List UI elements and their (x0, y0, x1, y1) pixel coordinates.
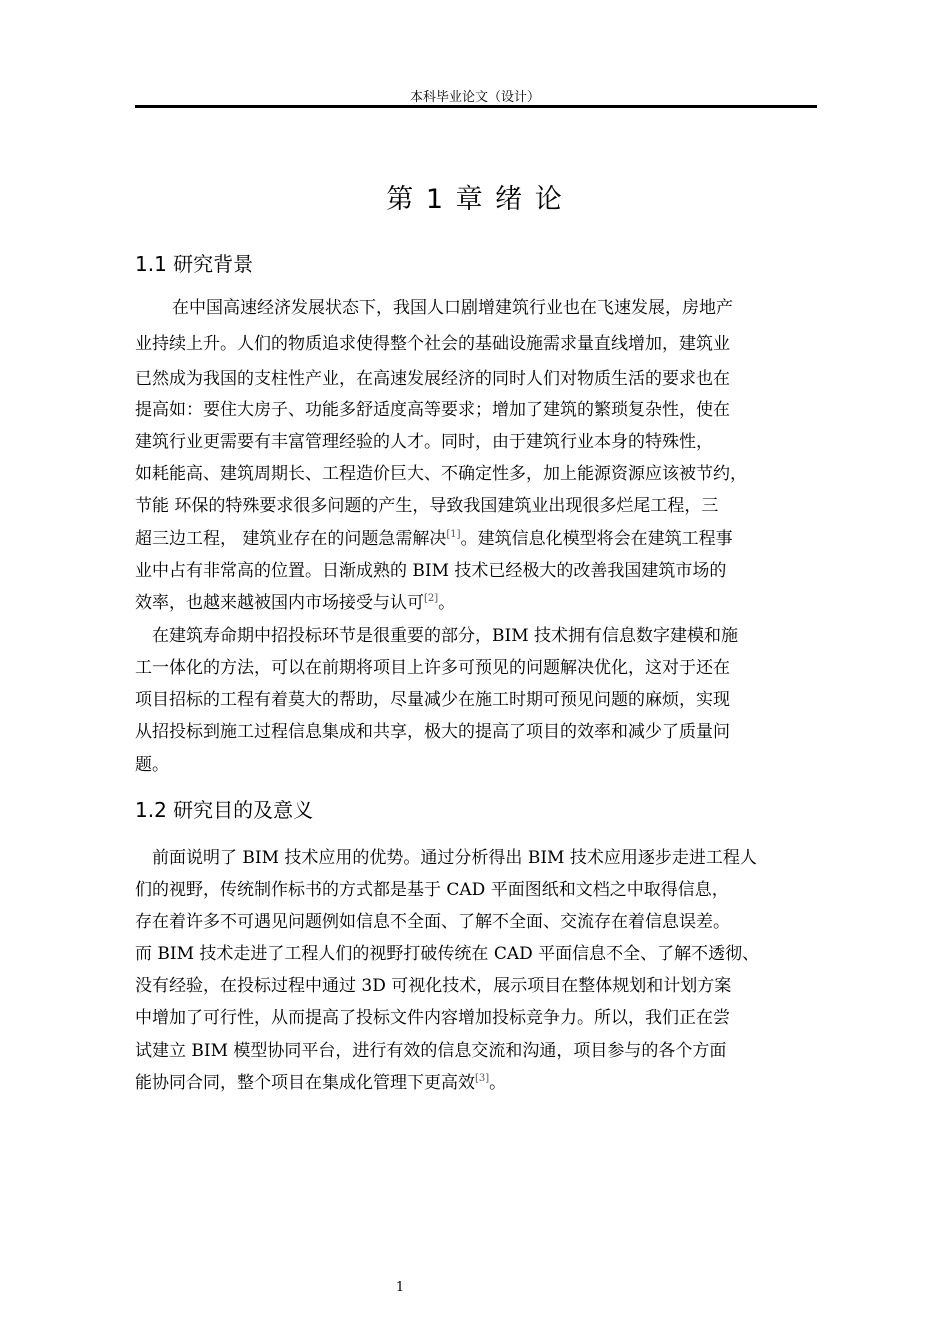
paragraph-line: 存在着许多不可遇见问题例如信息不全面、了解不全面、交流存在着信息误差。 (135, 912, 730, 932)
paragraph-line: 在中国高速经济发展状态下，我国人口剧增建筑行业也在飞速发展，房地产 (172, 298, 733, 318)
section-heading-1-2: 1.2 研究目的及意义 (135, 798, 314, 822)
paragraph-line: 而 BIM 技术走进了工程人们的视野打破传统在 CAD 平面信息不全、了解不透彻、 (135, 944, 760, 964)
paragraph-line: 节能 环保的特殊要求很多问题的产生，导致我国建筑业出现很多烂尾工程，三 (135, 496, 719, 516)
paragraph-line (135, 591, 455, 615)
line-text-after: 。 (438, 593, 456, 613)
paragraph-line: 在建筑寿命期中招投标环节是很重要的部分，BIM 技术拥有信息数字建模和施 (152, 626, 739, 646)
paragraph-line: 如耗能高、建筑周期长、工程造价巨大、不确定性多，加上能源资源应该被节约， (135, 464, 747, 484)
paragraph-line (135, 1071, 506, 1095)
header-rule (135, 105, 817, 108)
page-number: 1 (395, 1280, 405, 1295)
citation-1: [1] (446, 529, 461, 540)
paragraph-line: 业中占有非常高的位置。日渐成熟的 BIM 技术已经极大的改善我国建筑市场的 (135, 561, 727, 581)
paragraph-line: 们的视野，传统制作标书的方式都是基于 CAD 平面图纸和文档之中取得信息， (135, 880, 729, 900)
paragraph-line: 工一体化的方法，可以在前期将项目上许多可预见的问题解决优化，这对于还在 (135, 658, 730, 678)
line-text-after: 。建筑信息化模型将会在建筑工程事 (460, 529, 733, 549)
line-text: 效率，也越来越被国内市场接受与认可 (135, 593, 424, 613)
chapter-title: 第 1 章 绪 论 (386, 184, 564, 215)
paragraph-line: 前面说明了 BIM 技术应用的优势。通过分析得出 BIM 技术应用逐步走进工程人 (152, 848, 757, 868)
paragraph-line: 已然成为我国的支柱性产业，在高速发展经济的同时人们对物质生活的要求也在 (135, 369, 730, 389)
paragraph-line: 项目招标的工程有着莫大的帮助，尽量减少在施工时期可预见问题的麻烦，实现 (135, 690, 730, 710)
paragraph-line: 题。 (135, 755, 169, 775)
paragraph-line (135, 527, 733, 551)
citation-2: [2] (424, 593, 439, 604)
line-text: 能协同合同，整个项目在集成化管理下更高效 (135, 1073, 475, 1093)
paragraph-line: 中增加了可行性，从而提高了投标文件内容增加投标竞争力。所以，我们正在尝 (135, 1008, 730, 1028)
paragraph-line: 提高如：要住大房子、功能多舒适度高等要求；增加了建筑的繁琐复杂性，使在 (135, 400, 730, 420)
paragraph-line: 从招投标到施工过程信息集成和共享，极大的提高了项目的效率和减少了质量问 (135, 722, 730, 742)
paragraph-line: 业持续上升。人们的物质追求使得整个社会的基础设施需求量直线增加，建筑业 (135, 334, 730, 354)
header-title: 本科毕业论文（设计） (409, 90, 540, 105)
citation-3: [3] (475, 1073, 490, 1084)
section-heading-1-1: 1.1 研究背景 (135, 252, 254, 276)
paragraph-line: 没有经验，在投标过程中通过 3D 可视化技术，展示项目在整体规划和计划方案 (135, 976, 732, 996)
paragraph-line: 建筑行业更需要有丰富管理经验的人才。同时，由于建筑行业本身的特殊性， (135, 432, 713, 452)
paragraph-line: 试建立 BIM 模型协同平台，进行有效的信息交流和沟通，项目参与的各个方面 (135, 1041, 727, 1061)
line-text: 超三边工程， 建筑业存在的问题急需解决 (135, 529, 447, 549)
line-text-after: 。 (489, 1073, 507, 1093)
